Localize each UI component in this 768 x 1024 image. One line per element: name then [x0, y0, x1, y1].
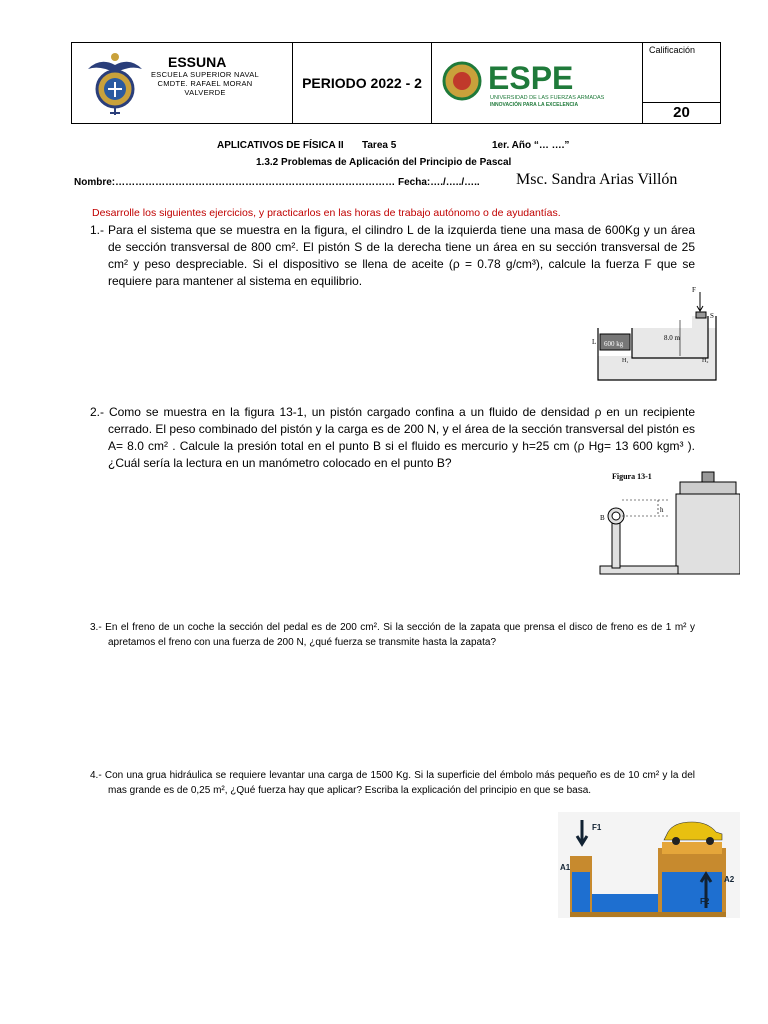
period-label: PERIODO 2022 - 2	[302, 75, 422, 91]
org-subtitle	[150, 70, 260, 97]
teacher-name: Msc. Sandra Arias Villón	[516, 171, 678, 188]
fig2-point-b: B	[600, 514, 605, 522]
period-cell	[293, 43, 432, 123]
problem-4-text: 4.- Con una grua hidráulica se requiere levantar una carga de 1500 Kg. Si la superficie del émbolo más pequeño es de 10 cm² y la del mas grande es de 0,25 m², ¿Qué fuerza hay que aplicar? Escriba la explicación del principio en que se basa.	[90, 770, 695, 796]
fig1-h2: H₂	[702, 358, 709, 364]
fig4-f2: F2	[700, 897, 710, 906]
espe-logo-text: ESPE	[488, 60, 574, 96]
name-field: Nombre:…………………………………………………………………………	[74, 177, 396, 188]
header-table	[71, 42, 721, 124]
problem-3-text: 3.- En el freno de un coche la sección del pedal es de 200 cm². Si la sección de la zapata que prensa el disco de freno es de 1 m² y apretamos el freno con una fuerza de 200 N, ¿qué fuerza se transmite hasta la zapata?	[90, 622, 695, 648]
espe-cell	[432, 43, 643, 123]
topic-title: 1.3.2 Problemas de Aplicación del Principio de Pascal	[256, 157, 512, 168]
instructions: Desarrolle los siguientes ejercicios, y practicarlos en las horas de trabajo autónomo o de ayudantías.	[92, 207, 561, 219]
problem-2	[90, 404, 695, 472]
figure-4-diagram	[558, 812, 740, 918]
year-label: 1er. Año “… ….”	[492, 140, 570, 151]
grade-divider	[643, 102, 720, 103]
fig1-l: L	[592, 338, 597, 346]
figure-2-diagram	[598, 470, 740, 580]
problem-2-text: 2.- Como se muestra en la figura 13-1, un pistón cargado confina a un fluido de densidad ρ en un recipiente cerrado. El peso combinado del pistón y la carga es de 200 N, y el área de la sección transversal del pistón es A= 8.0 cm² . Calcule la presión total en el punto B si el fluido es mercurio y h=25 cm (ρ Hg= 13 600 kgm³ ). ¿Cuál sería la lectura en un manómetro colocado en el punto B?	[90, 405, 695, 470]
course-title: APLICATIVOS DE FÍSICA II	[217, 140, 344, 151]
grade-cell	[643, 43, 720, 123]
grade-value: 20	[673, 104, 690, 121]
fig4-a1: A1	[560, 863, 571, 872]
fig1-force: F	[692, 286, 696, 294]
org-sub-line: CMDTE. RAFAEL MORAN	[157, 79, 253, 88]
espe-sub2: INNOVACIÓN PARA LA EXCELENCIA	[490, 102, 579, 108]
fig2-caption: Figura 13-1	[612, 472, 652, 481]
grade-label: Calificación	[649, 45, 696, 55]
problem-1	[90, 222, 695, 290]
espe-logo-icon	[440, 55, 635, 111]
fig1-mass: 600 kg	[604, 340, 624, 348]
org-sub-line: VALVERDE	[184, 88, 226, 97]
task-label: Tarea 5	[362, 140, 397, 151]
org-sub-line: ESCUELA SUPERIOR NAVAL	[150, 70, 260, 79]
fig4-a2: A2	[724, 875, 735, 884]
fig1-s: S	[710, 312, 714, 320]
fig1-h1: H₁	[622, 358, 629, 364]
date-field: Fecha:…./…../…..	[398, 177, 480, 188]
problem-4	[90, 768, 695, 798]
espe-sub1: UNIVERSIDAD DE LAS FUERZAS ARMADAS	[490, 95, 605, 101]
org-name: ESSUNA	[168, 54, 227, 70]
naval-emblem-icon	[86, 49, 144, 117]
problem-1-text: 1.- Para el sistema que se muestra en la figura, el cilindro L de la izquierda tiene una masa de 600Kg y un área de sección transversal de 800 cm². El pistón S de la derecha tiene un área en su sección transversal de 25 cm² y peso despreciable. Si el dispositivo se llena de aceite (ρ = 0.78 g/cm³), calcule la fuerza F que se requiere para mantener al sistema en equilibrio.	[90, 223, 695, 288]
problem-3	[90, 620, 695, 650]
fig2-h: h	[660, 506, 664, 514]
fig1-height: 8.0 m	[664, 334, 680, 342]
figure-1-diagram	[592, 286, 722, 386]
school-cell	[72, 43, 293, 123]
fig4-f1: F1	[592, 823, 602, 832]
